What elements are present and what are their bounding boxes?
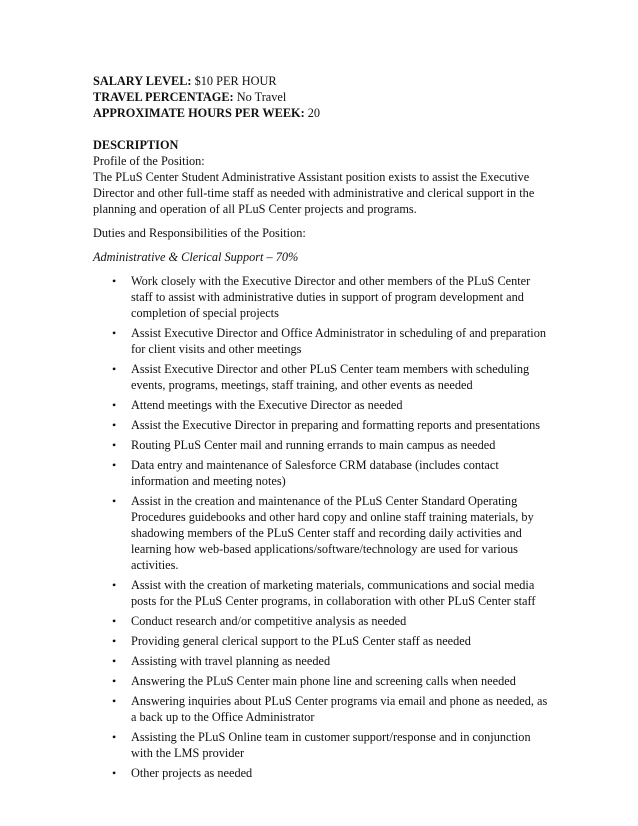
bullet-icon: • [112, 326, 117, 340]
list-item [93, 673, 553, 689]
salary-label: SALARY LEVEL: [93, 74, 192, 88]
travel-line [93, 89, 553, 105]
description-heading: DESCRIPTION [93, 138, 179, 152]
bullet-icon: • [112, 634, 117, 648]
duties-title: Duties and Responsibilities of the Position: [93, 226, 306, 240]
list-item-text: Assist Executive Director and Office Administrator in scheduling of and preparation for client visits and other meetings [131, 326, 547, 356]
profile-title: Profile of the Position: [93, 154, 205, 168]
bullet-icon: • [112, 654, 117, 668]
list-item-text: Answering the PLuS Center main phone line and screening calls when needed [131, 674, 516, 688]
list-item-text: Assist in the creation and maintenance of the PLuS Center Standard Operating Procedures guidebooks and other hard copy and online staff training materials, by shadowing members of the PLuS Center staff and recording daily activities and learning how web-based applications/software/technology are used for various activities. [131, 494, 534, 572]
list-item-text: Providing general clerical support to the PLuS Center staff as needed [131, 634, 471, 648]
list-item-text: Conduct research and/or competitive analysis as needed [131, 614, 407, 628]
profile-text: The PLuS Center Student Administrative Assistant position exists to assist the Executive Director and other full-time staff as needed with administrative and clerical support in the planning and operation of all PLuS Center projects and programs. [93, 170, 535, 216]
list-item [93, 361, 553, 393]
list-item [93, 273, 553, 321]
list-item [93, 729, 553, 761]
section-title: Administrative & Clerical Support – 70% [93, 250, 299, 264]
list-item [93, 325, 553, 357]
bullet-icon: • [112, 274, 117, 288]
bullet-icon: • [112, 494, 117, 508]
list-item-text: Assist Executive Director and other PLuS Center team members with scheduling events, programs, meetings, staff training, and other events as needed [131, 362, 530, 392]
list-item [93, 437, 553, 453]
list-item-text: Answering inquiries about PLuS Center programs via email and phone as needed, as a back up to the Office Administrator [131, 694, 548, 724]
list-item-text: Attend meetings with the Executive Director as needed [131, 398, 403, 412]
duties-list [93, 273, 553, 781]
list-item-text: Assisting with travel planning as needed [131, 654, 331, 668]
list-item-text: Assist with the creation of marketing materials, communications and social media posts for the PLuS Center programs, in collaboration with other PLuS Center staff [131, 578, 536, 608]
bullet-icon: • [112, 694, 117, 708]
list-item [93, 493, 553, 573]
bullet-icon: • [112, 730, 117, 744]
list-item-text: Work closely with the Executive Director and other members of the PLuS Center staff to assist with administrative duties in support of program development and completion of special projects [131, 274, 531, 320]
hours-value: 20 [307, 106, 321, 120]
list-item-text: Data entry and maintenance of Salesforce CRM database (includes contact information and meeting notes) [131, 458, 499, 488]
travel-label: TRAVEL PERCENTAGE: [93, 90, 234, 104]
list-item-text: Routing PLuS Center mail and running errands to main campus as needed [131, 438, 496, 452]
salary-value: $10 PER HOUR [194, 74, 277, 88]
bullet-icon: • [112, 418, 117, 432]
bullet-icon: • [112, 578, 117, 592]
spacer [93, 121, 553, 137]
list-item-text: Assisting the PLuS Online team in customer support/response and in conjunction with the LMS provider [131, 730, 531, 760]
list-item-text: Assist the Executive Director in preparing and formatting reports and presentations [131, 418, 541, 432]
spacer [93, 241, 553, 249]
salary-line [93, 73, 553, 89]
bullet-icon: • [112, 766, 117, 780]
list-item [93, 417, 553, 433]
hours-line [93, 105, 553, 121]
bullet-icon: • [112, 614, 117, 628]
list-item [93, 613, 553, 629]
list-item [93, 653, 553, 669]
spacer [93, 217, 553, 225]
hours-label: APPROXIMATE HOURS PER WEEK: [93, 106, 305, 120]
list-item [93, 633, 553, 649]
bullet-icon: • [112, 438, 117, 452]
list-item-text: Other projects as needed [131, 766, 253, 780]
spacer [93, 265, 553, 273]
list-item [93, 457, 553, 489]
list-item [93, 765, 553, 781]
bullet-icon: • [112, 458, 117, 472]
list-item [93, 397, 553, 413]
document-page [93, 73, 553, 785]
bullet-icon: • [112, 398, 117, 412]
list-item [93, 693, 553, 725]
list-item [93, 577, 553, 609]
travel-value: No Travel [236, 90, 287, 104]
bullet-icon: • [112, 362, 117, 376]
bullet-icon: • [112, 674, 117, 688]
